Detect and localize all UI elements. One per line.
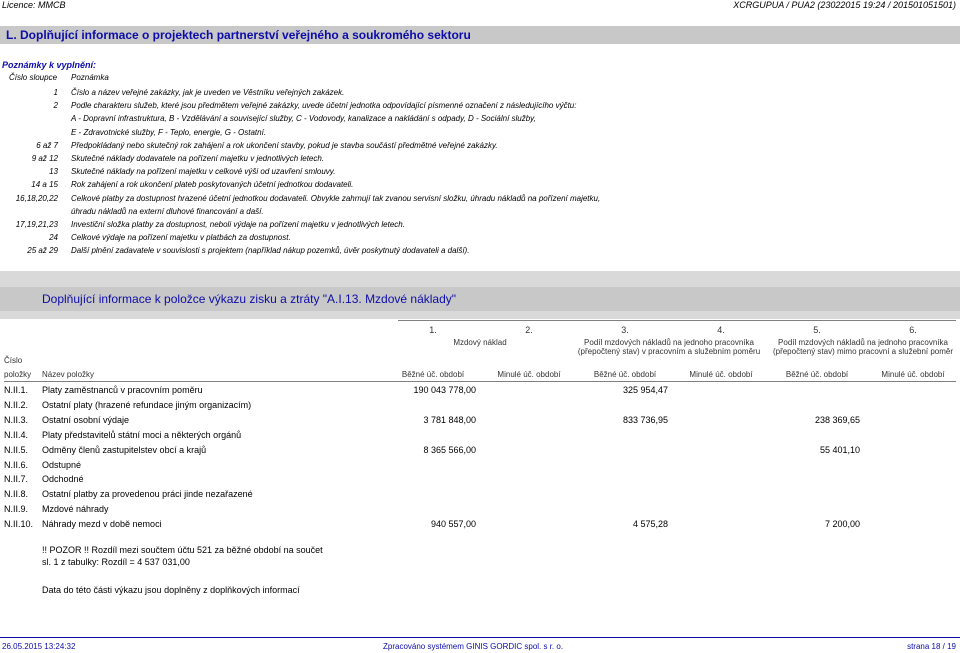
- note-text: Rok zahájení a rok ukončení plateb poskytovaných účetní jednotkou dodavateli.: [71, 180, 354, 190]
- footer-page: strana 18 / 19: [907, 642, 956, 651]
- row-value-col3: 833 736,95: [622, 414, 668, 425]
- row-code: N.II.9.: [4, 504, 29, 515]
- period-label: Minulé úč. období: [881, 370, 945, 379]
- row-name: Odchodné: [42, 474, 84, 485]
- note-text: Skutečné náklady dodavatele na pořízení majetku v jednotlivých letech.: [71, 154, 325, 163]
- period-label: Běžné úč. období: [785, 370, 849, 379]
- cislo-label: Číslo: [4, 356, 23, 365]
- table-row: [4, 445, 956, 459]
- polozky-label: položky: [4, 370, 32, 379]
- table-rule: [398, 320, 956, 321]
- column-number: 6.: [909, 325, 917, 335]
- row-code: N.II.4.: [4, 429, 29, 440]
- row-code: N.II.10.: [4, 519, 34, 530]
- note-number: 2: [53, 101, 58, 111]
- table-header-rule: [4, 381, 956, 382]
- note-number: 1: [53, 88, 58, 97]
- table-row: [4, 519, 956, 533]
- row-value-col5: 55 401,10: [819, 444, 860, 455]
- group-header-share-other: Podíl mzdových nákladů na jednoho pracovníka (přepočtený stav) mimo pracovní a služební poměr: [772, 338, 954, 356]
- footer: [0, 642, 960, 653]
- row-value-col1: 190 043 778,00: [413, 385, 476, 395]
- note-text: Číslo a název veřejné zakázky, jak je uveden ve Věstníku veřejných zakázek.: [71, 88, 345, 97]
- row-code: N.II.8.: [4, 489, 29, 500]
- group-header-share-employment: Podíl mzdových nákladů na jednoho pracovníka (přepočtený stav) v pracovním a služebním poměru: [577, 338, 761, 356]
- row-name: Odstupné: [42, 459, 82, 470]
- row-code: N.II.2.: [4, 399, 29, 410]
- note-text: Celkové platby za dostupnost hrazené účetní jednotkou dodavateli. Obvykle zahrnují tak zvanou servisní složku, úhradu nákladů na pořízení majetku,: [71, 193, 601, 203]
- row-name: Platy představitelů státní moci a některých orgánů: [42, 429, 242, 440]
- row-name: Ostatní osobní výdaje: [42, 414, 130, 425]
- footer-datetime: 26.05.2015 13:24:32: [2, 642, 76, 651]
- table-row: [4, 415, 956, 429]
- section2-title: Doplňující informace k položce výkazu zisku a ztráty "A.I.13. Mzdové náklady": [42, 292, 457, 306]
- column-number: 1.: [429, 325, 437, 335]
- row-name: Náhrady mezd v době nemoci: [42, 519, 162, 530]
- row-code: N.II.5.: [4, 444, 29, 455]
- row-code: N.II.7.: [4, 474, 29, 485]
- row-code: N.II.6.: [4, 459, 29, 470]
- row-value-col1: 940 557,00: [430, 519, 476, 530]
- table-row: [4, 504, 956, 518]
- warning-line-1: !! POZOR !! Rozdíl mezi součtem účtu 521 za běžné období na součet: [42, 545, 323, 555]
- note-number: 24: [49, 233, 58, 243]
- table-row: [4, 430, 956, 444]
- note-text: úhradu nákladů na externí dluhové financování a daší.: [71, 206, 264, 216]
- note-number: 14 a 15: [31, 180, 58, 190]
- footer-rule: [0, 637, 960, 638]
- note-number: 25 až 29: [27, 246, 58, 256]
- note-text: Celkové výdaje na pořízení majetku v platbách za dostupnost.: [71, 233, 291, 243]
- note-number: 16,18,20,22: [15, 193, 58, 203]
- column-number: 2.: [525, 325, 533, 335]
- group-header-wage: Mzdový náklad: [453, 338, 507, 347]
- notes-col-note-header: Poznámka: [71, 73, 109, 82]
- note-number: 17,19,21,23: [15, 220, 58, 229]
- info-note: Data do této části výkazu jsou doplněny z doplňkových informací: [42, 585, 300, 595]
- period-label: Minulé úč. období: [497, 370, 561, 379]
- row-name: Ostatní platy (hrazené refundace jiným organizacím): [42, 399, 252, 410]
- period-label: Běžné úč. období: [401, 370, 465, 379]
- notes-title: Poznámky k vyplnění:: [2, 60, 97, 70]
- note-text: Další plnění zadavatele v souvislosti s projektem (například nákup pozemků, úvěr poskytnutý dodavateli a další).: [71, 246, 470, 256]
- note-number: 9 až 12: [31, 154, 58, 163]
- column-number: 4.: [717, 325, 725, 335]
- table-row: [4, 474, 956, 488]
- note-text: E - Zdravotnické služby, F - Teplo, energie, G - Ostatní.: [71, 127, 267, 137]
- warning-line-2: sl. 1 z tabulky: Rozdíl = 4 537 031,00: [42, 557, 190, 567]
- row-code: N.II.1.: [4, 385, 29, 395]
- name-label: Název položky: [42, 370, 95, 379]
- row-value-col3: 325 954,47: [622, 385, 668, 395]
- note-text: Podle charakteru služeb, které jsou předmětem veřejné zakázky, uvede účetní jednotka odpovídající písmenné označení z následujícího výčtu:: [71, 101, 577, 111]
- row-name: Platy zaměstnanců v pracovním poměru: [42, 385, 203, 395]
- period-label: Minulé úč. období: [689, 370, 753, 379]
- note-number: 13: [49, 167, 58, 177]
- section2-band: [0, 271, 960, 319]
- period-label: Běžné úč. období: [593, 370, 657, 379]
- row-value-col5: 238 369,65: [814, 414, 860, 425]
- footer-processed: Zpracováno systémem GINIS GORDIC spol. s r. o.: [383, 642, 564, 651]
- column-number: 5.: [813, 325, 821, 335]
- note-text: A - Dopravní infrastruktura, B - Vzdělávání a související služby, C - Vodovody, kanalizace a nakládání s odpady, D - Sociální služby,: [71, 114, 536, 124]
- licence-label: Licence: MMCB: [2, 0, 66, 10]
- table-row: [4, 400, 956, 414]
- note-number: 6 až 7: [36, 140, 58, 150]
- row-name: Odměny členů zastupitelstev obcí a krajů: [42, 444, 207, 455]
- row-code: N.II.3.: [4, 414, 29, 425]
- row-value-col5: 7 200,00: [824, 519, 860, 530]
- row-value-col1: 8 365 566,00: [423, 444, 476, 455]
- note-text: Skutečné náklady na pořízení majetku v celkové výši od uzavření smlouvy.: [71, 167, 336, 177]
- note-text: Investiční složka platby za dostupnost, neboli výdaje na pořízení majetku v jednotlivých letech.: [71, 220, 405, 229]
- notes-col-num-header: Číslo sloupce: [9, 73, 58, 82]
- row-name: Ostatní platby za provedenou práci jinde nezařazené: [42, 489, 253, 500]
- row-value-col1: 3 781 848,00: [423, 414, 476, 425]
- note-text: Předpokládaný nebo skutečný rok zahájení a rok ukončení stavby, pokud je stavba součástí předmětné veřejné zakázky.: [71, 140, 498, 150]
- table-row: [4, 460, 956, 474]
- column-number: 3.: [621, 325, 629, 335]
- top-bar: [0, 0, 960, 12]
- report-id: XCRGUPUA / PUA2 (23022015 19:24 / 201501051501): [733, 0, 956, 10]
- table-row: [4, 489, 956, 503]
- row-name: Mzdové náhrady: [42, 504, 109, 515]
- section-l-band: [0, 26, 960, 44]
- section-title: L. Doplňující informace o projektech partnerství veřejného a soukromého sektoru: [6, 28, 471, 42]
- row-value-col3: 4 575,28: [632, 519, 668, 530]
- table-row: [4, 385, 956, 399]
